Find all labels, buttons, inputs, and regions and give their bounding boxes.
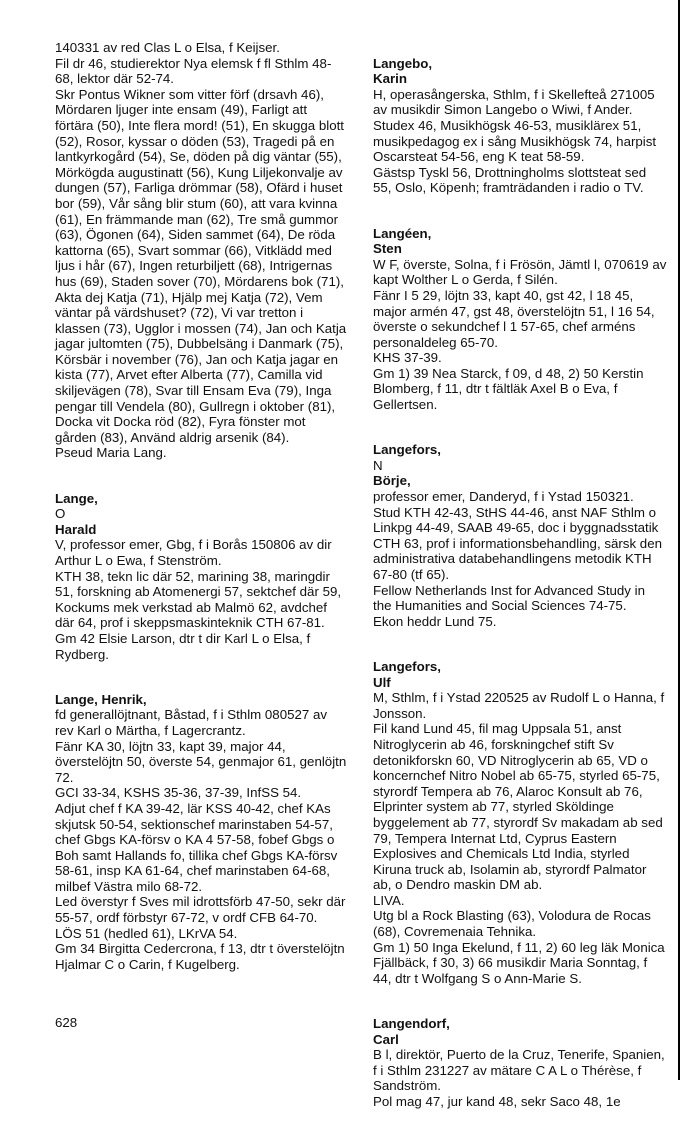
entry-body: Fänr KA 30, löjtn 33, kapt 39, major 44, överstelöjtn 50, överste 54, genmajor 61, genlöjtn 72. GCI 33-34, KSHS 35-36, 37-39, InfSS 54. Adjut chef f KA 39-42, lär KSS 40-42, chef KAs skjutsk 50-54, sektionschef marinstaben 54-57, chef Gbgs KA-försv o KA 4 57-58, fobef Gbgs o Boh samt Hallands fo, tillika chef Gbgs KA-försv 58-61, insp KA 61-64, chef marinstaben 64-68, milbef Västra milo 68-72. Led överstyr f Sves mil idrottsförb 47-50, sekr där 55-57, ordf förbstyr 67-72, v ordf CFB 64-70. LÖS 51 (hedled 61), LKrVA 54. Gm 34 Birgitta Cedercrona, f 13, dtr t överstelöjtn Hjalmar C o Carin, f Kugelberg. — [55, 738, 347, 972]
entry-surname: Langefors, — [373, 658, 441, 674]
entry-intro: V, professor emer, Gbg, f i Borås 150806 av dir Arthur L o Ewa, f Stenström. — [55, 537, 332, 568]
entry-langebo-karin — [373, 40, 667, 196]
right-column — [373, 40, 667, 1124]
entry-intro: fd generallöjtnant, Båstad, f i Sthlm 080527 av rev Karl o Märtha, f Lagercrantz. — [55, 707, 328, 738]
entry-surname: Lange, Henrik, — [55, 691, 147, 707]
entry-firstname: Sten — [373, 241, 402, 257]
page-number: 628 — [55, 1015, 78, 1030]
entry-surname: Langéen, — [373, 225, 432, 241]
entry-body: KTH 38, tekn lic där 52, marining 38, maringdir 51, forskning ab Atomenergi 57, sektchef där 59, Kockums mek verkstad ab Malmö 62, avdchef där 64, prof i skeppsmaskinteknik CTH 67-81. Gm 42 Elsie Larson, dtr t dir Karl L o Elsa, f Rydberg. — [55, 568, 342, 662]
entry-body: Stud KTH 42-43, StHS 44-46, anst NAF Sthlm o Linkpg 44-49, SAAB 49-65, doc i byggnadsstatik CTH 63, prof i informationsbehandling, särsk den administrativa databehandlingens metodik KTH 67-80 (tf 65). Fellow Netherlands Inst for Advanced Study in the Humanities and Social Sciences 74-75. Ekon heddr Lund 75. — [373, 504, 662, 629]
entry-initial: O — [55, 506, 66, 522]
entry-body: Fil kand Lund 45, fil mag Uppsala 51, anst Nitroglycerin ab 46, forskningchef stift Sv detonikforskn 60, VD Nitroglycerin ab 65, VD o koncernchef Nitro Nobel ab 65-75, styrled 65-75, styrordf Tempera ab 76, Alaroc Konsult ab 76, Elprinter system ab 77, styrled Sköldinge byggelement ab 77, styrordf Sv makadam ab sed 79, Tempera Internat Ltd, Cyprus Eastern Explosives and Chemicals Ltd India, styrled Kiruna truck ab, Isolamin ab, styrordf Palmator ab, o Dendro maskin DM ab. LIVA. Utg bl a Rock Blasting (63), Volodura de Rocas (68), Covremenaia Tehnika. Gm 1) 50 Inga Ekelund, f 11, 2) 60 leg läk Monica Fjällbäck, f 30, 3) 66 musikdir Maria Sonntag, f 44, dtr t Wolfgang S o Ann-Marie S. — [373, 721, 665, 986]
entry-firstname: Karin — [373, 71, 407, 87]
entry-firstname: Harald — [55, 521, 97, 537]
left-column — [55, 40, 347, 986]
entry-surname: Langebo, — [373, 55, 433, 71]
entry-surname: Langefors, — [373, 442, 441, 458]
entry-intro: M, Sthlm, f i Ystad 220525 av Rudolf L o Hanna, f Jonsson. — [373, 690, 665, 721]
entry-langeen-sten — [373, 210, 667, 413]
entry-langefors-ulf — [373, 643, 667, 986]
entry-initial: N — [373, 457, 383, 473]
entry-body: Pol mag 47, jur kand 48, sekr Saco 48, 1e — [373, 1094, 621, 1109]
entry-surname: Lange, — [55, 490, 98, 506]
entry-firstname: Ulf — [373, 674, 391, 690]
entry-firstname: Börje, — [373, 473, 411, 489]
entry-intro: W F, överste, Solna, f i Frösön, Jämtl l, 070619 av kapt Wolther L o Gerda, f Silén. — [373, 256, 667, 288]
entry-body: Studex 46, Musikhögsk 46-53, musiklärex 51, musikpedagog ex i sång Musikhögsk 74, harpist Oscarsteat 54-56, eng K teat 58-59. Gästsp Tyskl 56, Drottningholms slottsteat sed 55, Oslo, Köpenh; framträdanden i radio o TV. — [373, 117, 657, 196]
entry-surname: Langendorf, — [373, 1016, 450, 1032]
entry-body: Fänr I 5 29, löjtn 33, kapt 40, gst 42, l 18 45, major armén 47, gst 48, överstelöjtn 51, l 16 54, överste o sekundchef l 1 57-65, chef arméns personaldeleg 65-70. KHS 37-39. Gm 1) 39 Nea Starck, f 09, d 48, 2) 50 Kerstin Blomberg, f 11, dtr t fältläk Axel B o Eva, f Gellertsen. — [373, 287, 655, 413]
entry-lange-henrik — [55, 676, 347, 972]
continuation-text: 140331 av red Clas L o Elsa, f Keijser. Fil dr 46, studierektor Nya elemsk f fl Sthlm 48-68, lektor där 52-74. Skr Pontus Wikner som vitter förf (drsavh 46), Mördaren ljuger inte ensam (49), Farligt att förtära (50), Inte flera mord! (51), En skugga blott (52), Rosor, kyssar o döden (53), Tragedi på en lantkyrkogård (54), Se, döden på dig väntar (55), Mörkögda augustinatt (56), Kung Liljekonvalje av dungen (57), Farliga drömmar (58), Ofärd i huset bor (59), Vår sång blir stum (60), att vara kvinna (61), En främmande man (62), Tre små gummor (63), Ögonen (64), Siden sammet (64), De röda kattorna (65), Svart sommar (66), Vitklädd med ljus i hår (67), Ingen returbiljett (68), Intrigernas hus (69), Staden sover (70), Mördarens bok (71), Akta dej Katja (71), Hjälp mej Katja (72), Vem väntar på värdshuset? (72), Vi var tretton i klassen (73), Ugglor i mossen (74), Jan och Katja jagar jultomten (75), Dubbelsäng i Danmark (75), Körsbär i november (76), Jan och Katja jagar en kista (77), Arvet efter Alberta (77), Camilla vid skiljevägen (78), Svar till Ensam Eva (79), Inga pengar till Vendela (80), Gullregn i oktober (81), Docka vit Docka röd (82), Fyra fönster mot gården (83), Använd aldrig arsenik (84). Pseud Maria Lang. — [55, 40, 347, 461]
entry-intro: professor emer, Danderyd, f i Ystad 150321. — [373, 489, 634, 505]
entry-langefors-borje — [373, 427, 667, 630]
entry-intro: B l, direktör, Puerto de la Cruz, Tenerife, Spanien, f i Sthlm 231227 av mätare C A L o Thérèse, f Sandström. — [373, 1047, 665, 1094]
entry-lange-harald — [55, 475, 347, 662]
entry-langendorf-carl — [373, 1000, 667, 1109]
entry-intro: H, operasångerska, Sthlm, f i Skellefteå 271005 av musikdir Simon Langebo o Wiwi, f Ander. — [373, 86, 655, 118]
entry-firstname: Carl — [373, 1031, 399, 1047]
